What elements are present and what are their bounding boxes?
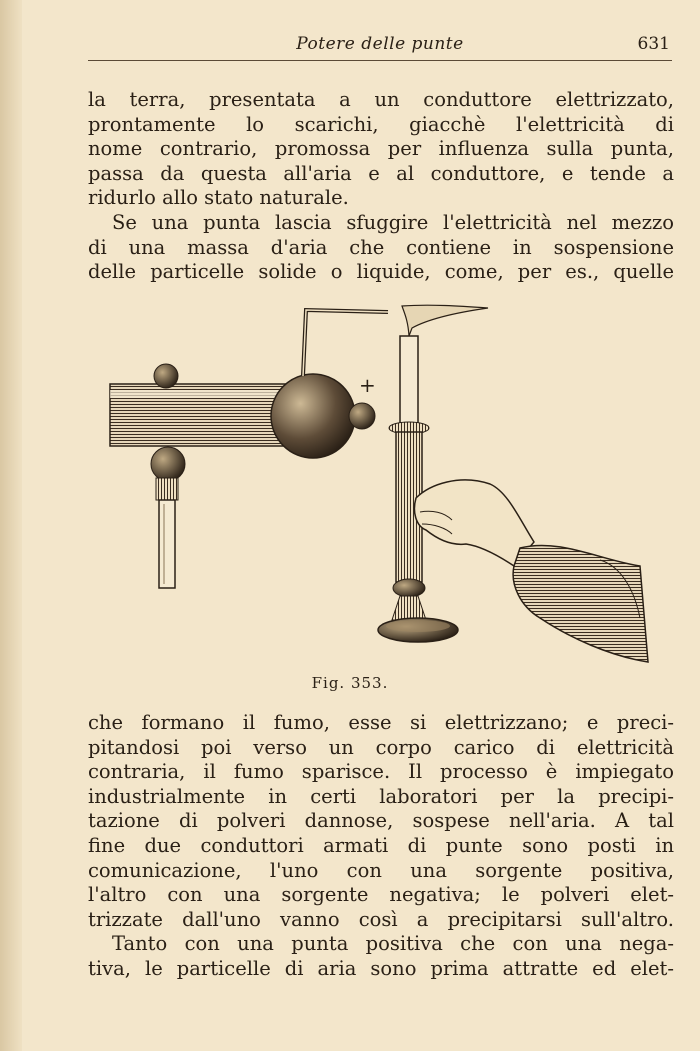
conductor (110, 310, 388, 588)
text-line: Tanto con una punta positiva che con una nega- (112, 932, 674, 956)
text-line: tazione di polveri dannose, sospese nell'aria. A tal (88, 809, 674, 833)
text-line: contraria, il fumo sparisce. Il processo è impiegato (88, 760, 674, 784)
text-line: delle particelle solide o liquide, come, per es., quelle (88, 260, 674, 284)
figure-caption: Fig. 353. (311, 674, 389, 692)
text-line: nome contrario, promossa per influenza sulla punta, (88, 137, 674, 161)
text-line: l'altro con una sorgente negativa; le polveri elet- (88, 883, 674, 907)
running-title: Potere delle punte (296, 34, 464, 54)
text-line: tiva, le particelle di aria sono prima attratte ed elet- (88, 956, 674, 980)
text-line: ridurlo allo stato naturale. (88, 186, 349, 210)
page-header (88, 32, 672, 61)
text-line: passa da questa all'aria e al conduttore, e tende a (88, 161, 674, 185)
text-line: fine due conduttori armati di punte sono posti in (88, 833, 674, 857)
text-line: prontamente lo scarichi, giacchè l'elettricità di (88, 112, 674, 136)
paragraph-top (88, 88, 674, 285)
text-line: industrialmente in certi laboratori per la precipi- (88, 784, 674, 808)
text-line: Se una punta lascia sfuggire l'elettricità nel mezzo (112, 210, 674, 234)
paragraph-bottom (88, 711, 674, 982)
text-line: di una massa d'aria che contiene in sospensione (88, 235, 674, 259)
page-gutter-shadow (0, 0, 22, 1051)
page-number: 631 (637, 34, 670, 54)
text-line: la terra, presentata a un conduttore elettrizzato, (88, 88, 674, 111)
figure-353-illustration (100, 298, 660, 678)
text-line: comunicazione, l'uno con una sorgente positiva, (88, 858, 674, 882)
candlestick (378, 305, 488, 642)
text-line: pitandosi poi verso un corpo carico di elettricità (88, 735, 674, 759)
plus-sign: + (359, 373, 376, 397)
text-line: che formano il fumo, esse si elettrizzano; e preci- (88, 711, 674, 734)
text-line: trizzate dall'uno vanno così a precipitarsi sull'altro. (88, 907, 674, 931)
candle-electric-wind-drawing (100, 298, 660, 678)
